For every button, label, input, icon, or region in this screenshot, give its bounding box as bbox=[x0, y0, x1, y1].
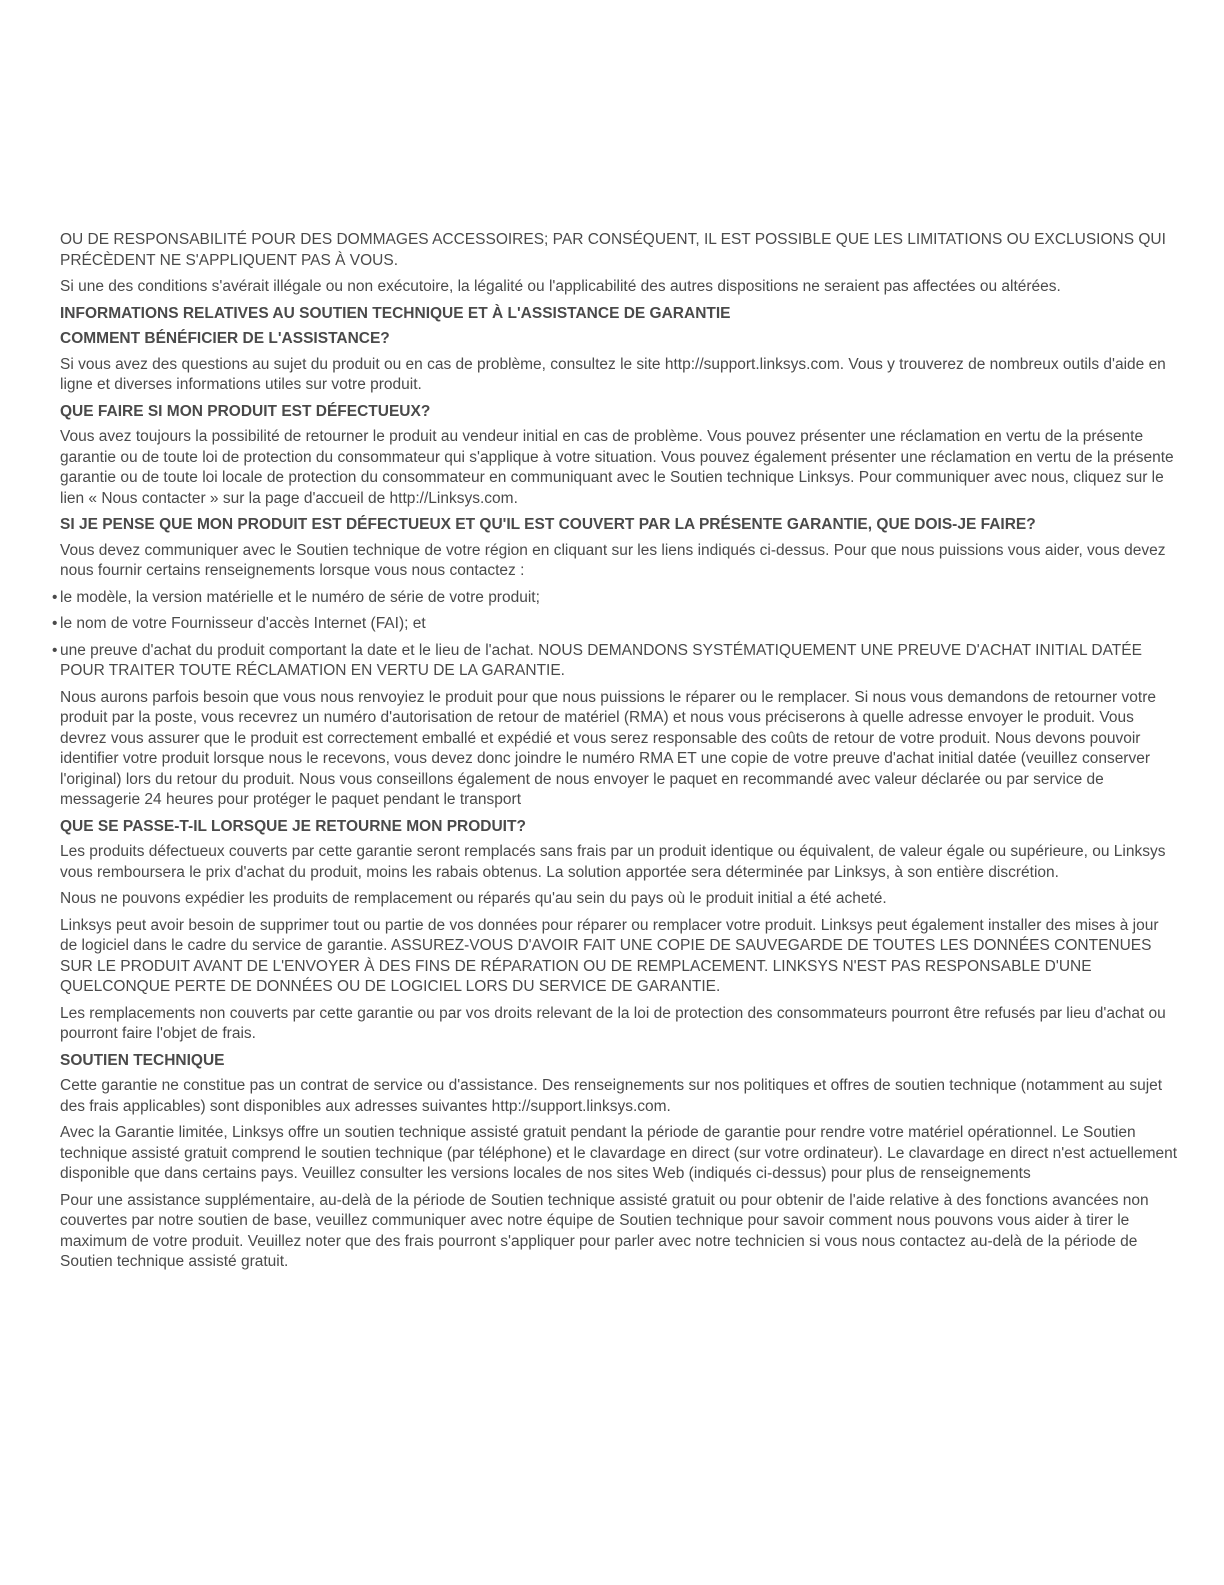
rma-paragraph: Nous aurons parfois besoin que vous nous renvoyiez le produit pour que nous puissions le réparer ou le remplacer. Si nous vous demandons de retourner votre produit par la poste, vous recevrez un numéro d'autorisation de retour de matériel (RMA) et nous vous préciserons à quelle adresse envoyer le produit. Vous devrez vous assurer que le produit est correctement emballé et expédié et vous serez responsable des coûts de retour de votre produit. Nous devons pouvoir identifier votre produit lorsque nous le recevons, vous devez donc joindre le numéro RMA ET une copie de votre preuve d'achat initial datée (veuillez conserver l'original) lors du retour du produit. Nous vous conseillons également de nous envoyer le paquet en recommandé avec valeur déclarée ou par service de messagerie 24 heures pour protéger le paquet pendant le transport bbox=[60, 688, 1156, 808]
section-heading-defective-product: QUE FAIRE SI MON PRODUIT EST DÉFECTUEUX? bbox=[60, 402, 431, 420]
shipping-country-paragraph: Nous ne pouvons expédier les produits de remplacement ou réparés qu'au sein du pays où le produit initial a été acheté. bbox=[60, 890, 887, 907]
section-heading-technical-support: SOUTIEN TECHNIQUE bbox=[60, 1051, 225, 1069]
liability-exclusion-paragraph: OU DE RESPONSABILITÉ POUR DES DOMMAGES ACCESSOIRES; PAR CONSÉQUENT, IL EST POSSIBLE QUE LES LIMITATIONS OU EXCLUSIONS QUI PRÉCÈDENT NE S'APPLIQUENT PAS À VOUS. bbox=[60, 231, 1166, 269]
section-heading-covered-defect: SI JE PENSE QUE MON PRODUIT EST DÉFECTUEUX ET QU'IL EST COUVERT PAR LA PRÉSENTE GARANTIE, QUE DOIS-JE FAIRE? bbox=[60, 516, 1036, 533]
additional-assistance-paragraph: Pour une assistance supplémentaire, au-delà de la période de Soutien technique assisté gratuit ou pour obtenir de l'aide relative à des fonctions avancées non couvertes par notre soutien de base, veuillez communiquer avec notre équipe de Soutien technique pour savoir comment nous pouvons vous aider à tirer le maximum de votre produit. Veuillez noter que des frais pourront s'appliquer pour parler avec notre technicien si vous nous contactez au-delà de la période de Soutien technique assisté gratuit. bbox=[60, 1191, 1149, 1270]
required-info-list bbox=[53, 588, 1180, 682]
section-heading-return-process: QUE SE PASSE-T-IL LORSQUE JE RETOURNE MON PRODUIT? bbox=[60, 817, 526, 835]
list-item: • le nom de votre Fournisseur d'accès Internet (FAI); et bbox=[53, 614, 1180, 635]
non-covered-replacement-paragraph: Les remplacements non couverts par cette garantie ou par vos droits relevant de la loi de protection des consommateurs pourront être refusés par lieu d'achat ou pourront faire l'objet de frais. bbox=[60, 1004, 1166, 1042]
support-site-paragraph: Si vous avez des questions au sujet du produit ou en cas de problème, consultez le site http://support.linksys.com. Vous y trouverez de nombreux outils d'aide en ligne et diverses informations utiles sur votre produit. bbox=[60, 355, 1166, 393]
data-loss-paragraph: Linksys peut avoir besoin de supprimer tout ou partie de vos données pour réparer ou remplacer votre produit. Linksys peut également installer des mises à jour de logiciel dans le cadre du service de garantie. ASSUREZ-VOUS D'AVOIR FAIT UNE COPIE DE SAUVEGARDE DE TOUTES LES DONNÉES CONTENUES SUR LE PRODUIT AVANT DE L'ENVOYER À DES FINS DE RÉPARATION OU DE REMPLACEMENT. LINKSYS N'EST PAS RESPONSABLE D'UNE QUELCONQUE PERTE DE DONNÉES OU DE LOGICIEL LORS DU SERVICE DE GARANTIE. bbox=[60, 916, 1159, 995]
list-item: • une preuve d'achat du produit comportant la date et le lieu de l'achat. NOUS DEMANDONS SYSTÉMATIQUEMENT UNE PREUVE D'ACHAT INITIAL DATÉE POUR TRAITER TOUTE RÉCLAMATION EN VERTU DE LA GARANTIE. bbox=[53, 641, 1180, 682]
replacement-paragraph: Les produits défectueux couverts par cette garantie seront remplacés sans frais par un produit identique ou équivalent, de valeur égale ou supérieure, ou Linksys vous remboursera le prix d'achat du produit, moins les rabais obtenus. La solution apportée sera déterminée par Linksys, à son entière discrétion. bbox=[60, 843, 1166, 881]
section-heading-support-info: INFORMATIONS RELATIVES AU SOUTIEN TECHNIQUE ET À L'ASSISTANCE DE GARANTIE bbox=[60, 304, 731, 322]
list-item: • le modèle, la version matérielle et le numéro de série de votre produit; bbox=[53, 588, 1180, 609]
contact-region-paragraph: Vous devez communiquer avec le Soutien technique de votre région en cliquant sur les liens indiqués ci-dessus. Pour que nous puissions vous aider, vous devez nous fournir certains renseignements lorsque vous nous contactez : bbox=[60, 541, 1166, 579]
warranty-document bbox=[60, 230, 1180, 1279]
return-options-paragraph: Vous avez toujours la possibilité de retourner le produit au vendeur initial en cas de problème. Vous pouvez présenter une réclamation en vertu de la présente garantie ou de toute loi de protection du consommateur qui s'applique à votre situation. Vous pouvez également présenter une réclamation en vertu de la présente garantie ou de toute loi locale de protection du consommateur en communiquant avec le Soutien technique Linksys. Pour communiquer avec nous, cliquez sur le lien « Nous contacter » sur la page d'accueil de http://Linksys.com. bbox=[60, 428, 1174, 507]
free-support-paragraph: Avec la Garantie limitée, Linksys offre un soutien technique assisté gratuit pendant la période de garantie pour rendre votre matériel opérationnel. Le Soutien technique assisté gratuit comprend le soutien technique (par téléphone) et le clavardage en direct (sur votre ordinateur). Le clavardage en direct n'est actuellement disponible que dans certains pays. Veuillez consulter les versions locales de nos sites Web (indiqués ci-dessus) pour plus de renseignements bbox=[60, 1124, 1178, 1182]
severability-paragraph: Si une des conditions s'avérait illégale ou non exécutoire, la légalité ou l'applicabilité des autres dispositions ne seraient pas affectées ou altérées. bbox=[60, 278, 1061, 295]
support-contract-paragraph: Cette garantie ne constitue pas un contrat de service ou d'assistance. Des renseignements sur nos politiques et offres de soutien technique (notamment au sujet des frais applicables) sont disponibles aux adresses suivantes http://support.linksys.com. bbox=[60, 1077, 1163, 1115]
section-heading-how-to-get-help: COMMENT BÉNÉFICIER DE L'ASSISTANCE? bbox=[60, 330, 390, 347]
